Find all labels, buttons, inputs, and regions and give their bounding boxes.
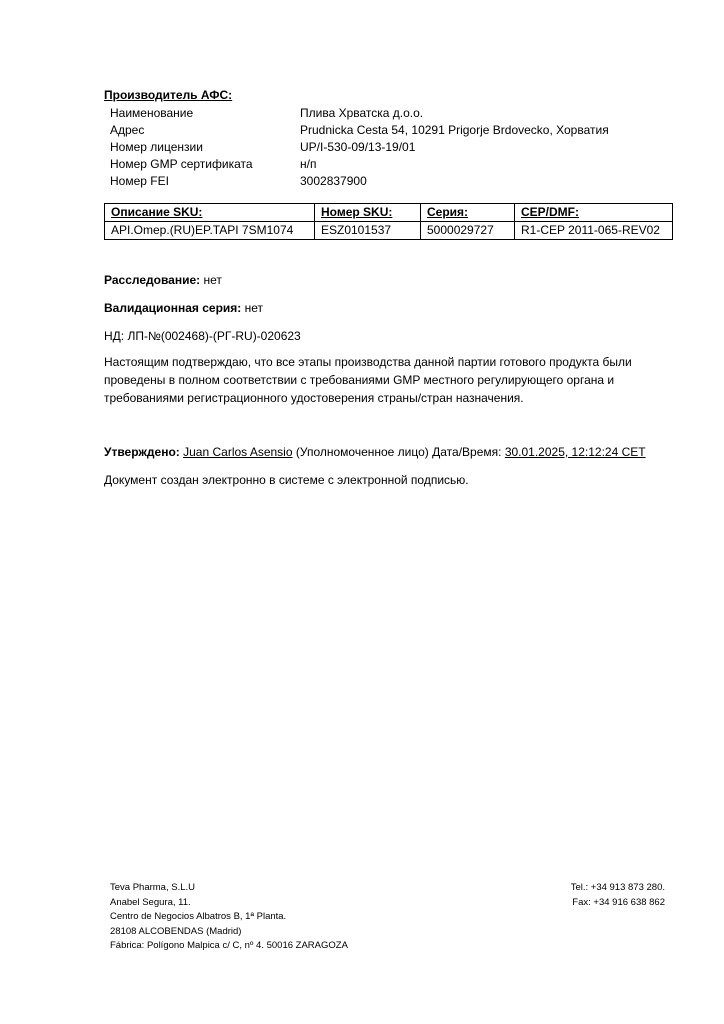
- electronic-note: Документ создан электронно в системе с электронной подписью.: [104, 473, 469, 487]
- confirmation-paragraph: Настоящим подтверждаю, что все этапы производства данной партии готового продукта были проведены в полном соответствии с требованиями GMP местного регулирующего органа и требованиями регистрационного удостоверения страны/стран назначения.: [104, 355, 632, 405]
- table-header-row: [105, 204, 673, 222]
- footer-line: Fábrica: Polígono Malpica c/ C, nº 4. 50016 ZARAGOZA: [110, 940, 348, 951]
- column-header: Описание SKU:: [105, 204, 315, 222]
- column-header: CEP/DMF:: [515, 204, 673, 222]
- column-header: Номер SKU:: [315, 204, 421, 222]
- sku-table: [104, 203, 673, 240]
- info-label: Номер FEI: [110, 174, 169, 188]
- info-value: Prudnicka Cesta 54, 10291 Prigorje Brdovecko, Хорватия: [300, 123, 609, 137]
- validation-line: [104, 299, 684, 317]
- footer-contacts: [571, 881, 665, 910]
- approval-datetime: 30.01.2025, 12:12:24 CET: [504, 445, 646, 459]
- info-value: н/п: [300, 157, 317, 171]
- info-label: Номер лицензии: [110, 140, 203, 154]
- info-value: Плива Хрватска д.о.о.: [300, 106, 424, 120]
- validation-label: Валидационная серия:: [104, 301, 242, 315]
- footer-line: 28108 ALCOBENDAS (Madrid): [110, 925, 242, 937]
- nd-line: НД: ЛП-№(002468)-(РГ-RU)-020623: [104, 329, 301, 343]
- column-header: Серия:: [421, 204, 515, 222]
- info-label: Наименование: [110, 106, 194, 120]
- manufacturer-title: Производитель АФС:: [104, 88, 233, 102]
- info-value: UP/I-530-09/13-19/01: [300, 140, 416, 154]
- info-label: Адрес: [110, 123, 145, 137]
- footer-line: Centro de Negocios Albatros B, 1ª Planta.: [110, 911, 287, 922]
- info-value: 3002837900: [300, 174, 367, 188]
- footer-phone: Tel.: +34 913 873 280.: [570, 882, 665, 893]
- footer-line: Teva Pharma, S.L.U: [110, 882, 196, 893]
- investigation-value: нет: [200, 273, 222, 287]
- validation-value: нет: [241, 301, 264, 315]
- table-cell: 5000029727: [421, 222, 515, 240]
- info-label: Номер GMP сертификата: [110, 157, 253, 171]
- approver-role: (Уполномоченное лицо) Дата/Время:: [292, 445, 505, 459]
- approver-name: Juan Carlos Asensio: [183, 445, 293, 459]
- approval-line: [104, 443, 684, 461]
- table-cell: ESZ0101537: [315, 222, 421, 240]
- investigation-line: [104, 271, 684, 289]
- footer-line: Anabel Segura, 11.: [110, 896, 191, 908]
- table-cell: API.Omep.(RU)EP.TAPI 7SM1074: [105, 222, 315, 240]
- investigation-label: Расследование:: [104, 273, 201, 287]
- table-row: [105, 222, 673, 240]
- footer-address: [110, 881, 348, 954]
- approval-label: Утверждено:: [104, 445, 180, 459]
- table-cell: R1-CEP 2011-065-REV02: [515, 222, 673, 240]
- footer-fax: Fax: +34 916 638 862: [572, 896, 665, 908]
